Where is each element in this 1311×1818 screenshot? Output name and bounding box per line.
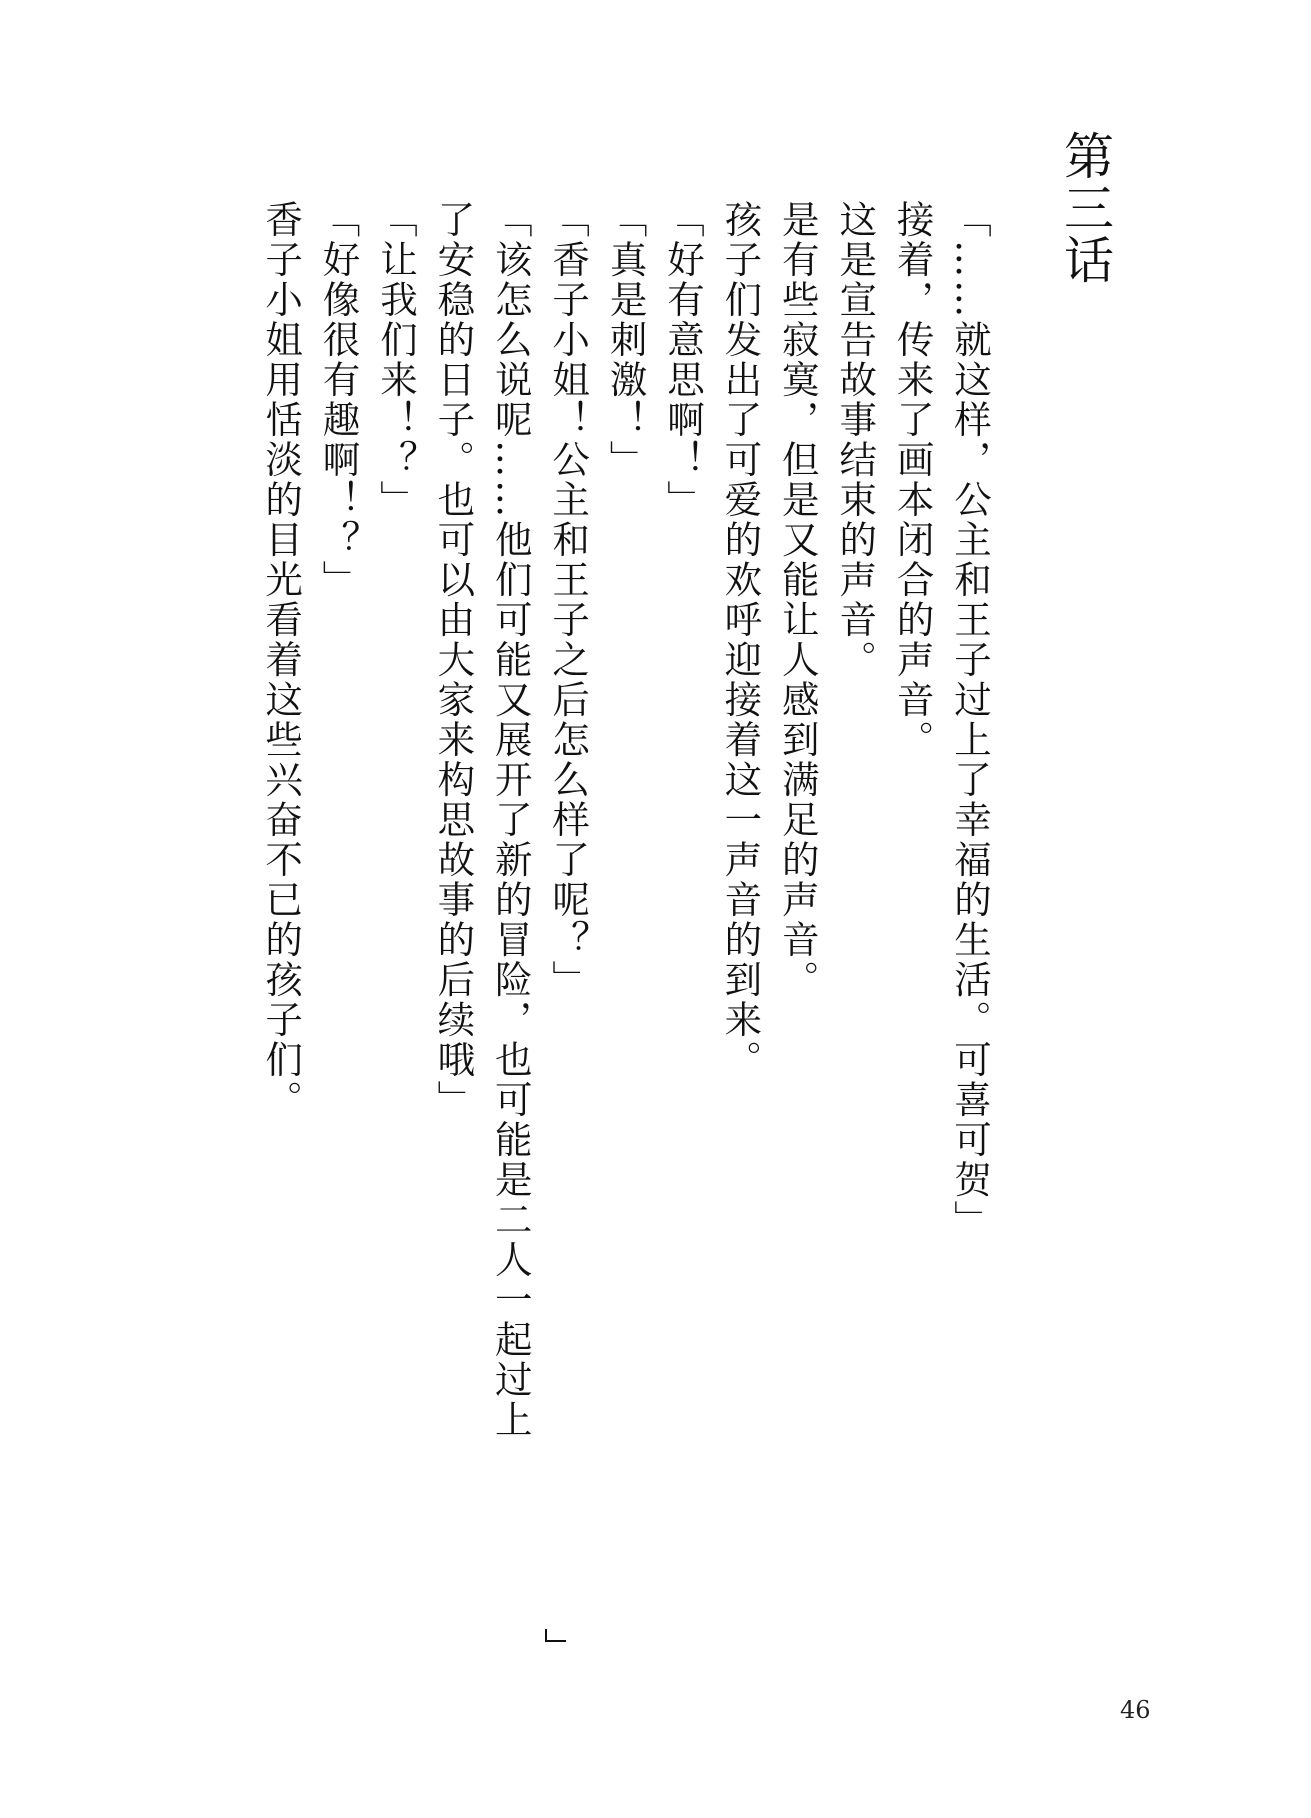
closing-bracket-mark xyxy=(545,1628,567,1642)
paragraph-12: 香子小姐用恬淡的目光看着这些兴奋不已的孩子们。 xyxy=(259,200,304,1120)
paragraph-6: 「好有意思啊！」 xyxy=(660,200,705,520)
paragraph-1: 「……就这样，公主和王子过上了幸福的生活。可喜可贺」 xyxy=(948,200,992,1240)
paragraph-4: 是有些寂寞，但是又能让人感到满足的声音。 xyxy=(775,200,820,1000)
paragraph-5: 孩子们发出了可爱的欢呼迎接着这一声音的到来。 xyxy=(718,200,763,1080)
paragraph-7: 「真是刺激！」 xyxy=(603,200,648,480)
page-number: 46 xyxy=(1120,1696,1151,1724)
paragraph-2: 接着，传来了画本闭合的声音。 xyxy=(890,200,935,760)
paragraph-10: 「让我们来！？」 xyxy=(373,200,418,520)
chapter-title: 第三话 xyxy=(1056,130,1114,286)
body-text xyxy=(198,200,998,1450)
paragraph-3: 这是宣告故事结束的声音。 xyxy=(833,200,878,680)
paragraph-9: 「该怎么说呢……他们可能又展开了新的冒险，也可能是二人一起过上了安稳的日子。也可以由大家来构思故事的后续哦」 xyxy=(431,200,533,1440)
paragraph-8: 「香子小姐！公主和王子之后怎么样了呢？」 xyxy=(546,200,591,1000)
paragraph-11: 「好像很有趣啊！？」 xyxy=(316,200,361,600)
